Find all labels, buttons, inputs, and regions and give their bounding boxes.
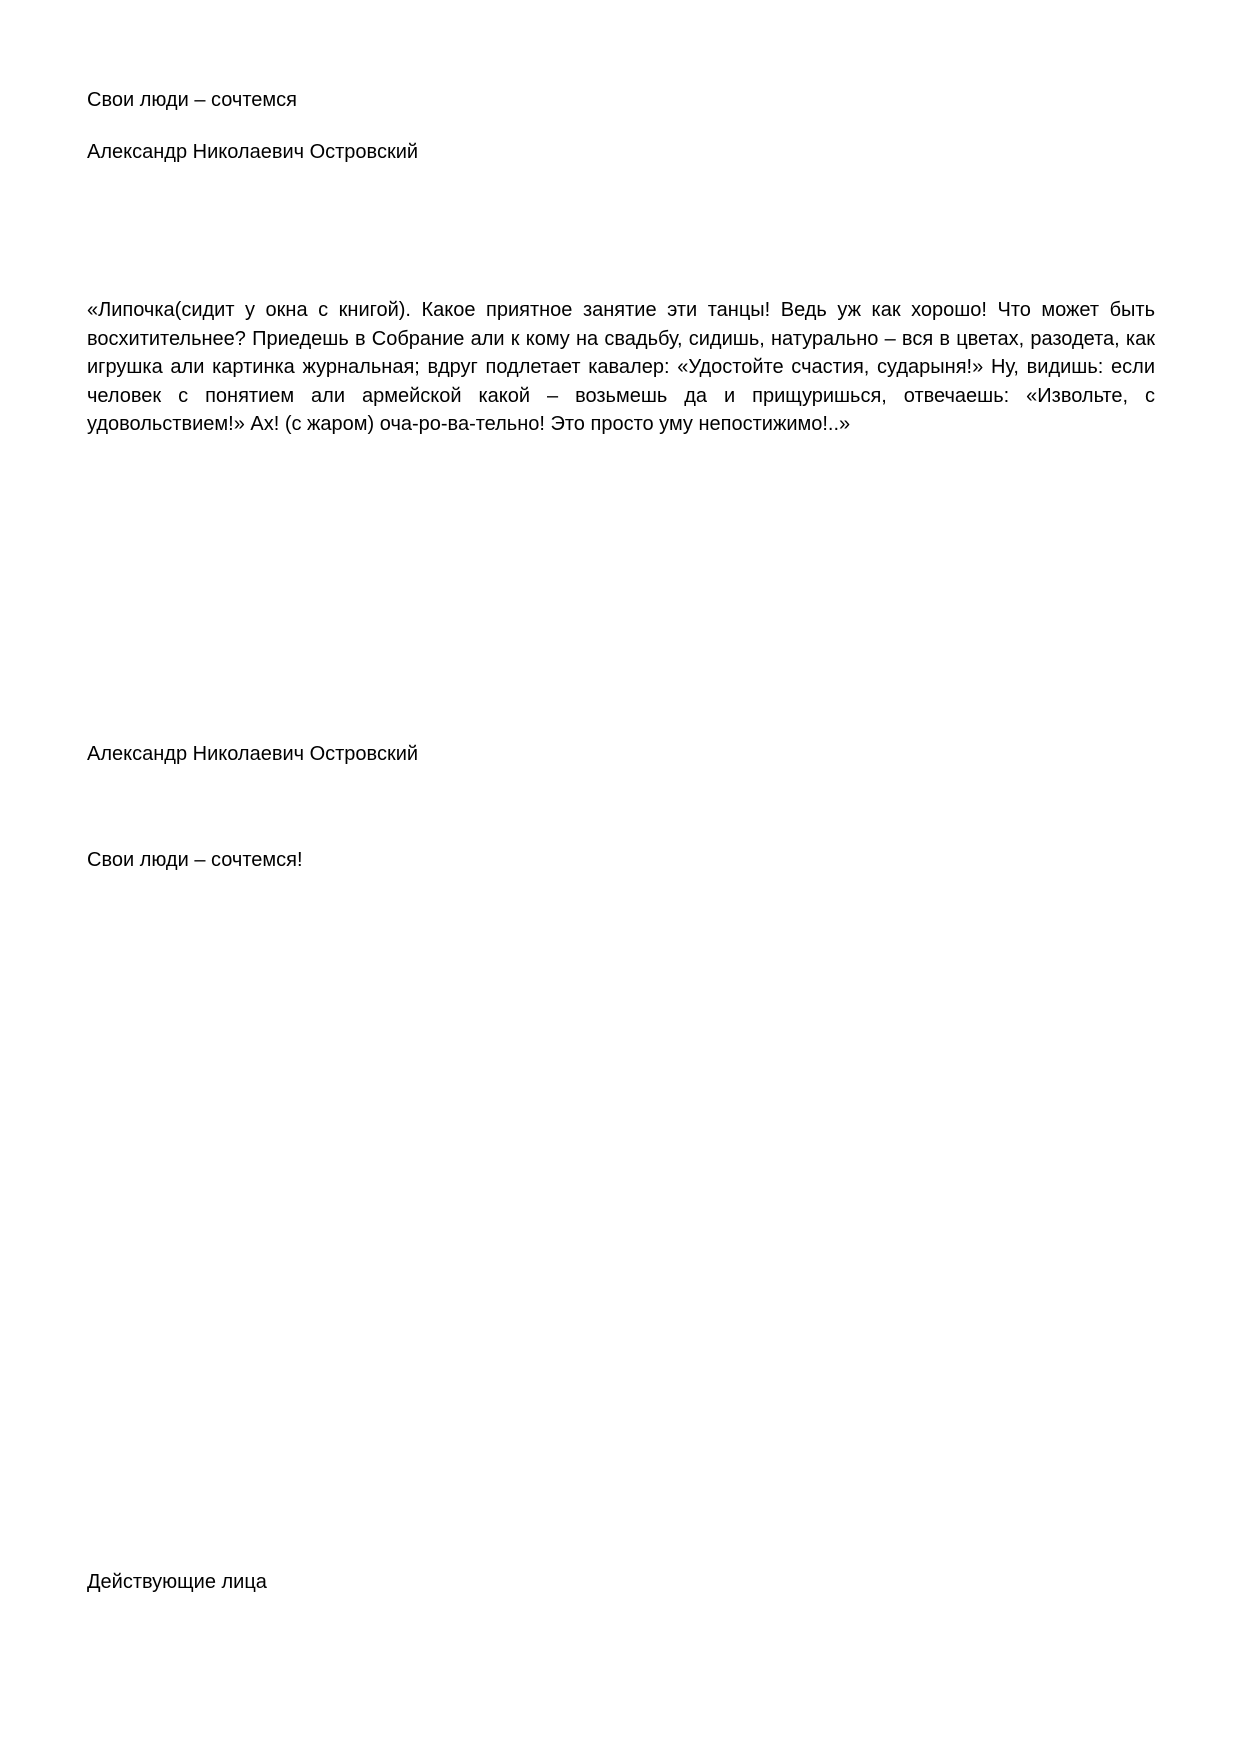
characters-heading: Действующие лица: [87, 1571, 267, 1593]
title-page-author: Александр Николаевич Островский: [87, 743, 419, 765]
book-title: Свои люди – сочтемся: [87, 89, 297, 111]
title-page-title: Свои люди – сочтемся!: [87, 849, 303, 871]
epigraph-paragraph: «Липочка(сидит у окна с книгой). Какое приятное занятие эти танцы! Ведь уж как хорошо! Что может быть восхитительнее? Приедешь в Собрание али к кому на свадьбу, сидишь, натурально – вся в цветах, разодета, как игрушка али картинка журнальная; вдруг подлетает кавалер: «Удостойте счастия, сударыня!» Ну, видишь: если человек с понятием али армейской какой – возьмешь да и прищуришься, отвечаешь: «Извольте, с удовольствием!» Ах! (с жаром) оча-ро-ва-тельно! Это просто уму непостижимо!..»: [87, 299, 1155, 435]
book-author: Александр Николаевич Островский: [87, 141, 419, 163]
